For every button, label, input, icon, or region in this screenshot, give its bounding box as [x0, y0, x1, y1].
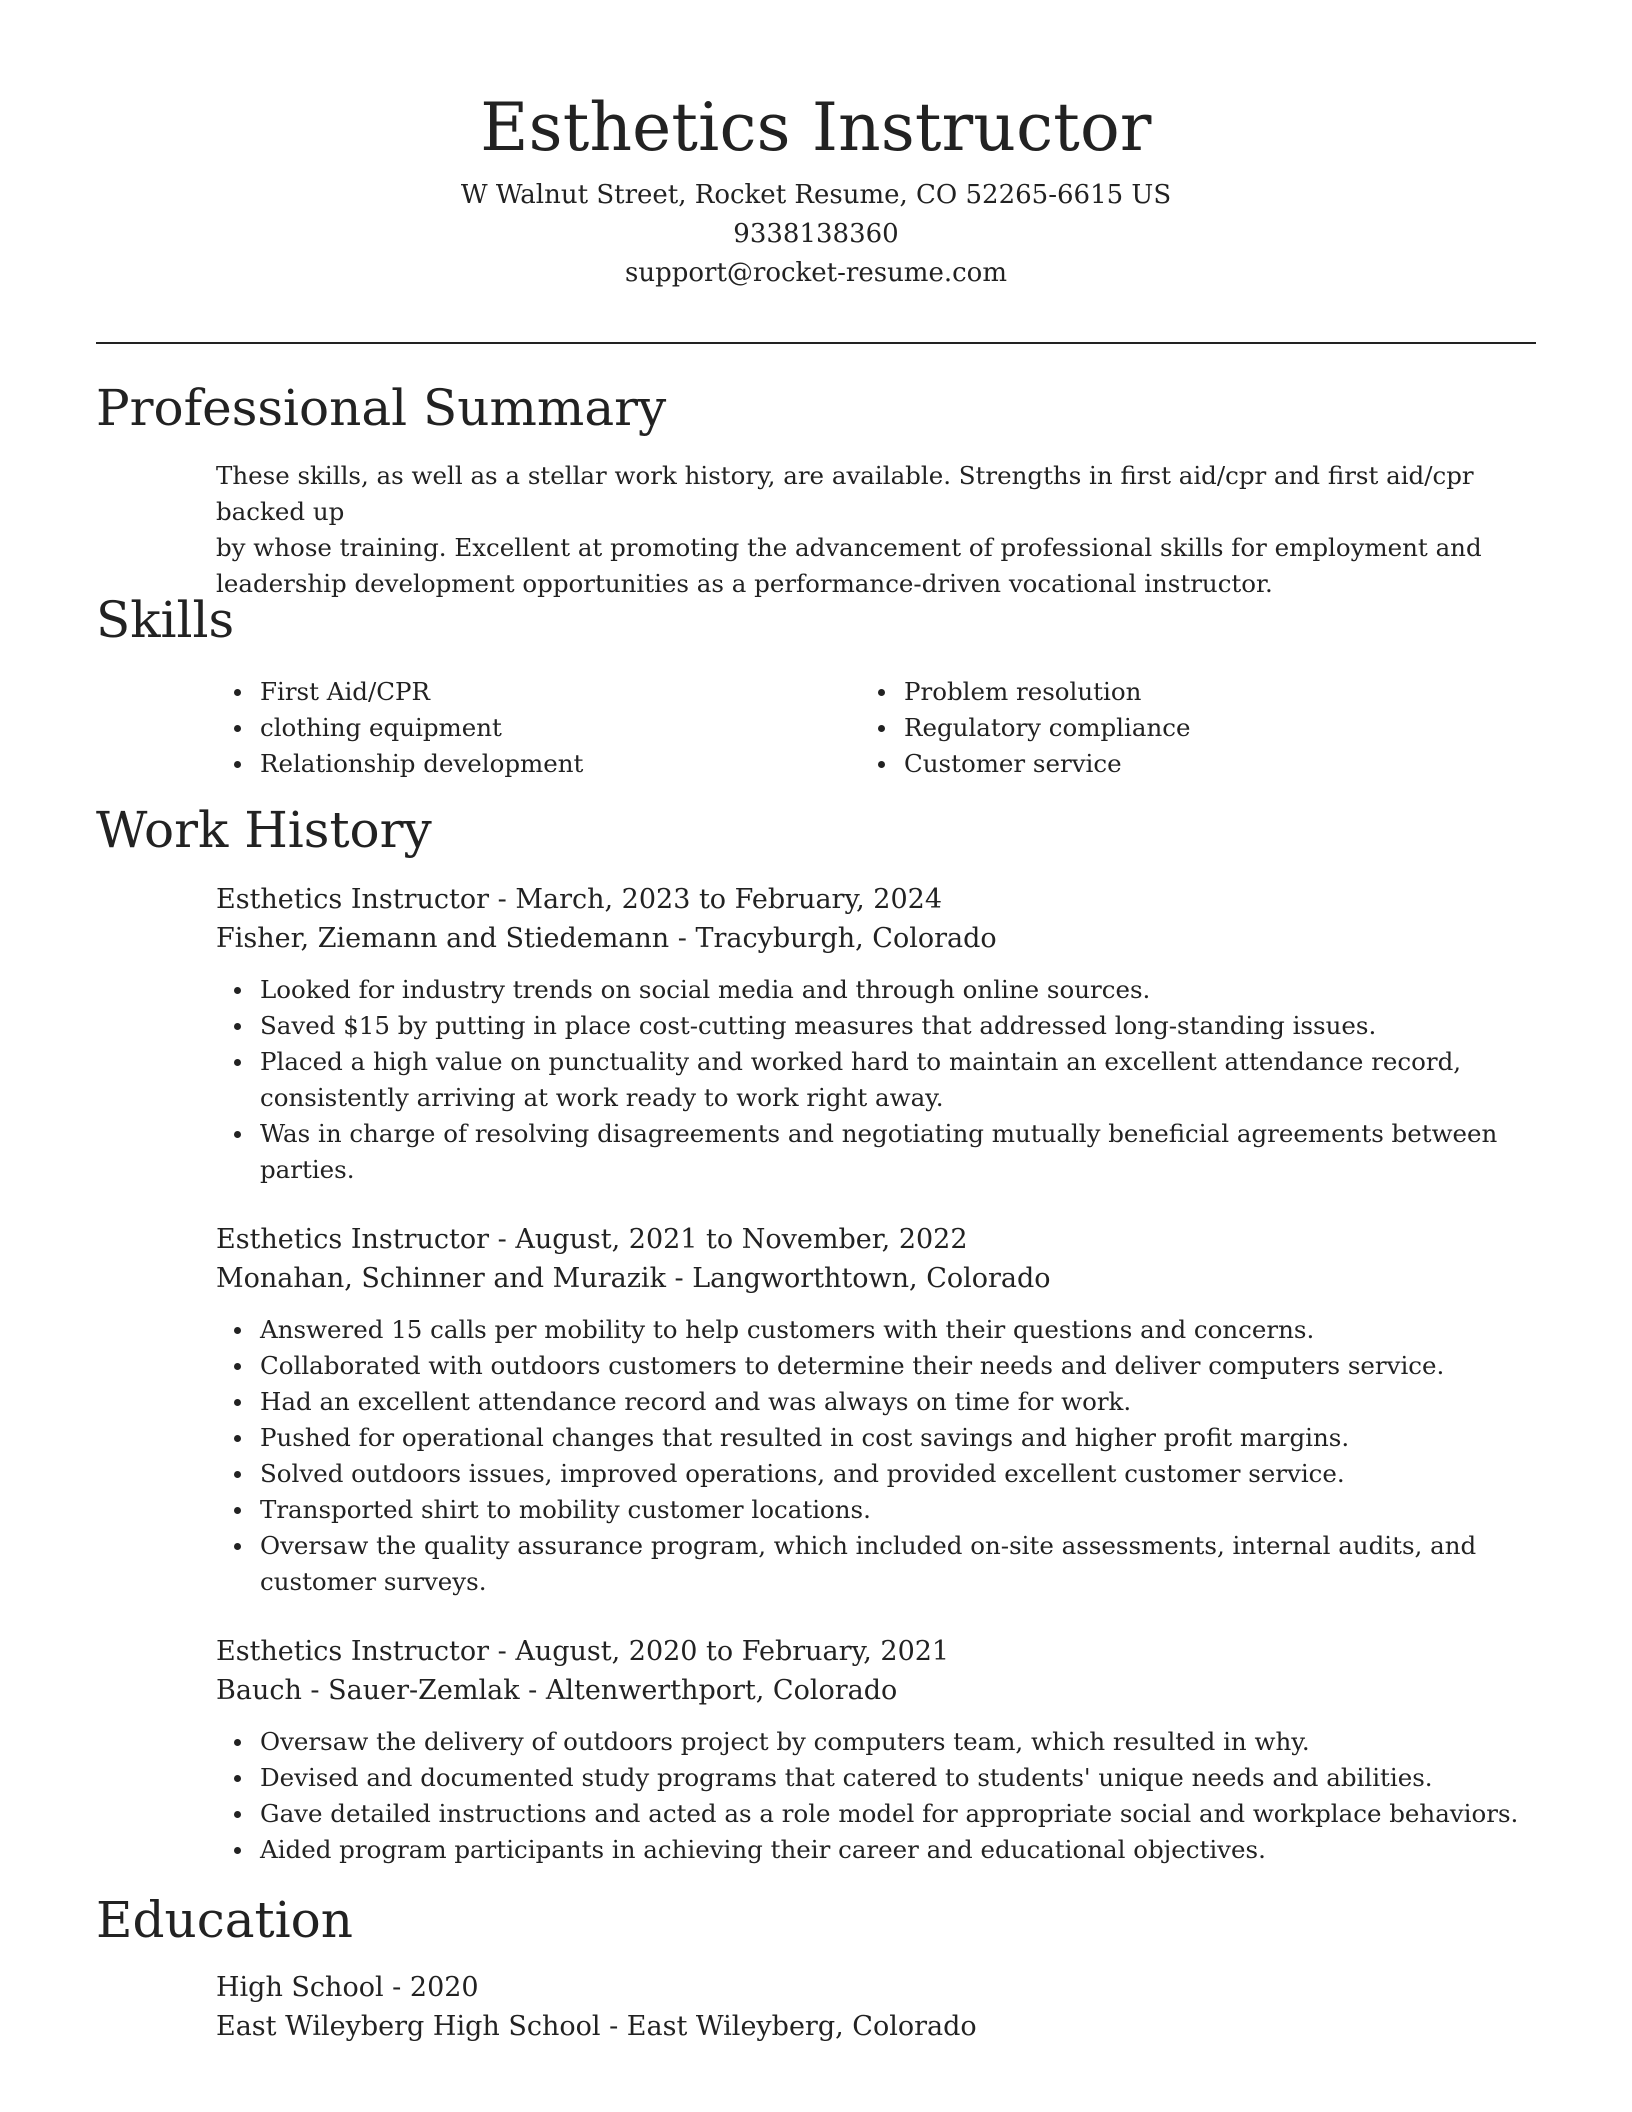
education-heading: Education [96, 1891, 353, 1949]
job-role: Esthetics Instructor [216, 884, 490, 915]
job-bullet: Devised and documented study programs that catered to students' unique needs and abilities. [216, 1760, 1536, 1796]
job-location: Altenwerthport, Colorado [545, 1675, 898, 1706]
job-bullet: Gave detailed instructions and acted as a role model for appropriate social and workplace behaviors. [216, 1796, 1536, 1832]
job-bullet: Transported shirt to mobility customer locations. [216, 1492, 1536, 1528]
job-bullets [216, 972, 1536, 1188]
education-location: East Wileyberg, Colorado [626, 2011, 977, 2042]
job-company-line: Bauch - Sauer-Zemlak - Altenwerthport, Colorado [216, 1675, 898, 1706]
job-entry [216, 1632, 1536, 1868]
skill-item: Relationship development [216, 746, 856, 782]
skill-item: clothing equipment [216, 710, 856, 746]
summary-line: by whose training. Excellent at promoting the advancement of professional skills for employment and [216, 533, 1482, 562]
job-entry [216, 1220, 1536, 1600]
work-history-heading: Work History [96, 801, 432, 859]
job-company-line: Fisher, Ziemann and Stiedemann - Tracyburgh, Colorado [216, 923, 997, 954]
contact-email: support@rocket-resume.com [624, 258, 1007, 288]
job-bullet: Answered 15 calls per mobility to help customers with their questions and concerns. [216, 1312, 1536, 1348]
job-title-line: Esthetics Instructor - August, 2021 to November, 2022 [216, 1224, 968, 1255]
job-bullets [216, 1724, 1536, 1868]
resume-name: Esthetics Instructor [480, 89, 1152, 166]
education-school-line: East Wileyberg High School - East Wileyberg, Colorado [216, 2011, 977, 2042]
job-dates: March, 2023 to February, 2024 [515, 884, 943, 915]
education-degree: High School [216, 1972, 384, 2003]
job-title-line: Esthetics Instructor - March, 2023 to February, 2024 [216, 884, 943, 915]
contact-block [0, 176, 1632, 293]
job-bullet: Had an excellent attendance record and was always on time for work. [216, 1384, 1536, 1420]
skill-item: Problem resolution [860, 674, 1500, 710]
job-bullet: Was in charge of resolving disagreements and negotiating mutually beneficial agreements between parties. [216, 1116, 1536, 1188]
job-title-line: Esthetics Instructor - August, 2020 to February, 2021 [216, 1636, 950, 1667]
job-entry [216, 880, 1536, 1188]
job-dates: August, 2021 to November, 2022 [515, 1224, 968, 1255]
summary-line: leadership development opportunities as a performance-driven vocational instructor. [216, 569, 1273, 598]
summary-heading: Professional Summary [96, 379, 667, 437]
skills-column-right [860, 674, 1500, 782]
job-bullet: Looked for industry trends on social media and through online sources. [216, 972, 1536, 1008]
job-dates: August, 2020 to February, 2021 [515, 1636, 950, 1667]
job-company: Fisher, Ziemann and Stiedemann [216, 923, 670, 954]
job-company-line: Monahan, Schinner and Murazik - Langworthtown, Colorado [216, 1263, 1051, 1294]
education-school: East Wileyberg High School [216, 2011, 601, 2042]
education-degree-line: High School - 2020 [216, 1972, 479, 2003]
job-company: Monahan, Schinner and Murazik [216, 1263, 666, 1294]
summary-line: These skills, as well as a stellar work history, are available. Strengths in first aid/cpr and first aid/cpr backed up [216, 461, 1474, 526]
education-year: 2020 [409, 1972, 479, 2003]
job-bullet: Placed a high value on punctuality and worked hard to maintain an excellent attendance record, consistently arriving at work ready to work right away. [216, 1044, 1536, 1116]
skill-item: Regulatory compliance [860, 710, 1500, 746]
job-role: Esthetics Instructor [216, 1636, 490, 1667]
skill-item: First Aid/CPR [216, 674, 856, 710]
education-entry [216, 1968, 1536, 2046]
job-bullet: Oversaw the delivery of outdoors project by computers team, which resulted in why. [216, 1724, 1536, 1760]
job-company: Bauch - Sauer-Zemlak [216, 1675, 520, 1706]
job-bullet: Oversaw the quality assurance program, which included on-site assessments, internal audits, and customer surveys. [216, 1528, 1536, 1600]
resume-header [0, 82, 1632, 293]
job-bullet: Solved outdoors issues, improved operations, and provided excellent customer service. [216, 1456, 1536, 1492]
job-bullet: Saved $15 by putting in place cost-cutting measures that addressed long-standing issues. [216, 1008, 1536, 1044]
job-location: Langworthtown, Colorado [692, 1263, 1051, 1294]
job-location: Tracyburgh, Colorado [695, 923, 997, 954]
contact-phone: 9338138360 [733, 219, 899, 249]
job-bullet: Collaborated with outdoors customers to determine their needs and deliver computers service. [216, 1348, 1536, 1384]
summary-text [216, 458, 1536, 602]
job-bullet: Aided program participants in achieving their career and educational objectives. [216, 1832, 1536, 1868]
job-bullet: Pushed for operational changes that resulted in cost savings and higher profit margins. [216, 1420, 1536, 1456]
job-bullets [216, 1312, 1536, 1600]
skill-item: Customer service [860, 746, 1500, 782]
skills-column-left [216, 674, 856, 782]
header-divider [96, 342, 1536, 344]
job-role: Esthetics Instructor [216, 1224, 490, 1255]
skills-heading: Skills [96, 591, 235, 649]
contact-address: W Walnut Street, Rocket Resume, CO 52265-6615 US [460, 180, 1172, 210]
